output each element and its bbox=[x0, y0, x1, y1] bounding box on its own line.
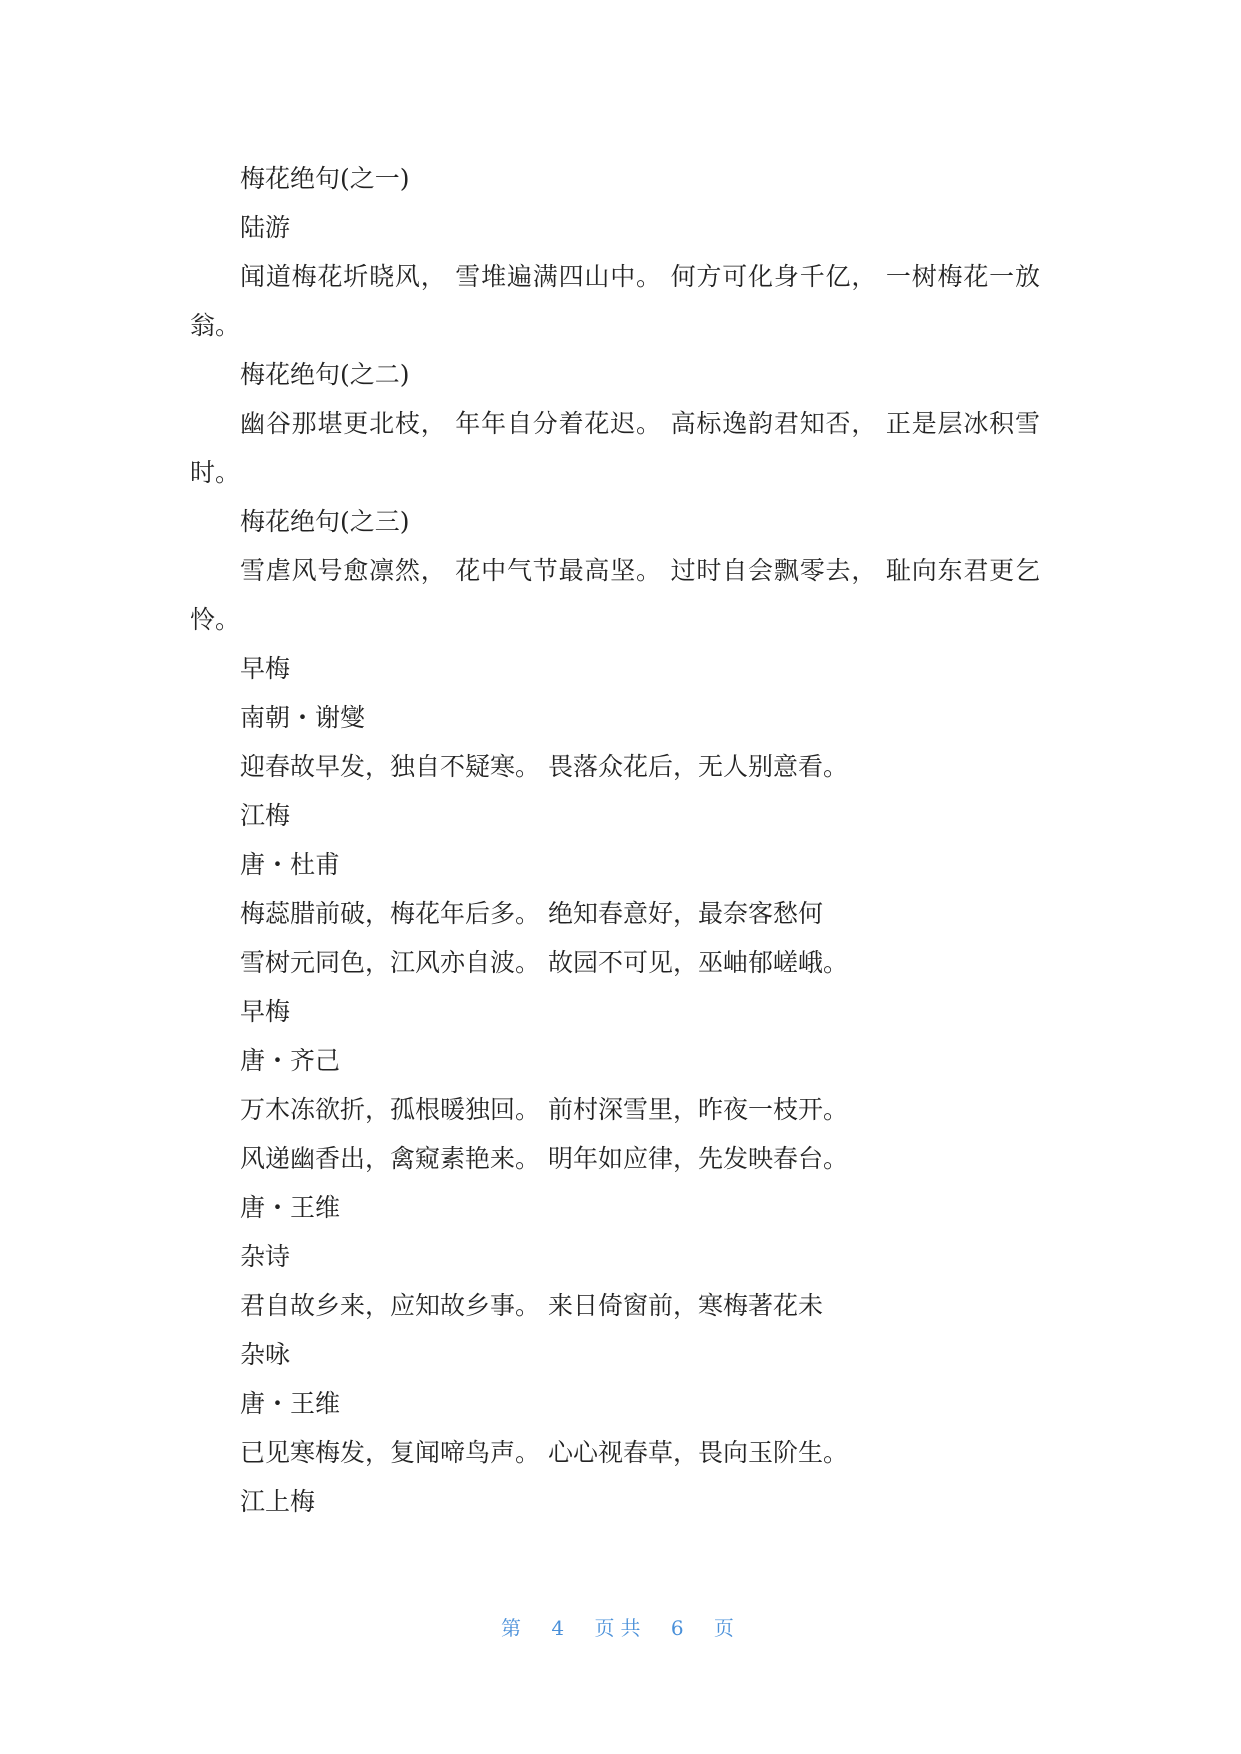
poem-verse: 万木冻欲折，孤根暖独回。 前村深雪里，昨夜一枝开。 bbox=[240, 1095, 848, 1124]
poem-author: 唐・王维 bbox=[240, 1193, 341, 1222]
poem-verse: 君自故乡来，应知故乡事。 来日倚窗前，寒梅著花未 bbox=[240, 1291, 823, 1320]
poem-verse: 迎春故早发，独自不疑寒。 畏落众花后，无人别意看。 bbox=[240, 752, 848, 781]
poem-author: 陆游 bbox=[240, 213, 291, 242]
poem-verse: 风递幽香出，禽窥素艳来。 明年如应律，先发映春台。 bbox=[240, 1144, 848, 1173]
poem-verse: 已见寒梅发，复闻啼鸟声。 心心视春草，畏向玉阶生。 bbox=[240, 1438, 848, 1467]
poem-title: 杂咏 bbox=[240, 1340, 291, 1369]
poem-verse: 梅蕊腊前破，梅花年后多。 绝知春意好，最奈客愁何 bbox=[240, 899, 823, 928]
poem-verse: 雪虐风号愈凛然， 花中气节最高坚。 过时自会飘零去， 耻向东君更乞怜。 bbox=[190, 556, 1040, 634]
poem-title: 早梅 bbox=[240, 654, 291, 683]
poem-title: 早梅 bbox=[240, 997, 291, 1026]
poem-verse: 闻道梅花圻晓风， 雪堆遍满四山中。 何方可化身千亿， 一树梅花一放翁。 bbox=[190, 262, 1040, 340]
poem-author: 唐・齐己 bbox=[240, 1046, 341, 1075]
poem-title: 杂诗 bbox=[240, 1242, 291, 1271]
poem-title: 梅花绝句(之三) bbox=[240, 507, 410, 536]
page-number-footer: 第 4 页共 6 页 bbox=[501, 1616, 740, 1640]
poem-author: 唐・王维 bbox=[240, 1389, 341, 1418]
poem-verse: 幽谷那堪更北枝， 年年自分着花迟。 高标逸韵君知否， 正是层冰积雪时。 bbox=[190, 409, 1040, 487]
poem-title: 江梅 bbox=[240, 801, 291, 830]
poem-author: 唐・杜甫 bbox=[240, 850, 341, 879]
poem-verse: 雪树元同色，江风亦自波。 故园不可见，巫岫郁嵯峨。 bbox=[240, 948, 848, 977]
poem-title: 江上梅 bbox=[240, 1487, 316, 1516]
poem-title: 梅花绝句(之二) bbox=[240, 360, 410, 389]
document-body bbox=[190, 154, 1040, 1526]
poem-author: 南朝・谢燮 bbox=[240, 703, 366, 732]
poem-title: 梅花绝句(之一) bbox=[240, 164, 410, 193]
